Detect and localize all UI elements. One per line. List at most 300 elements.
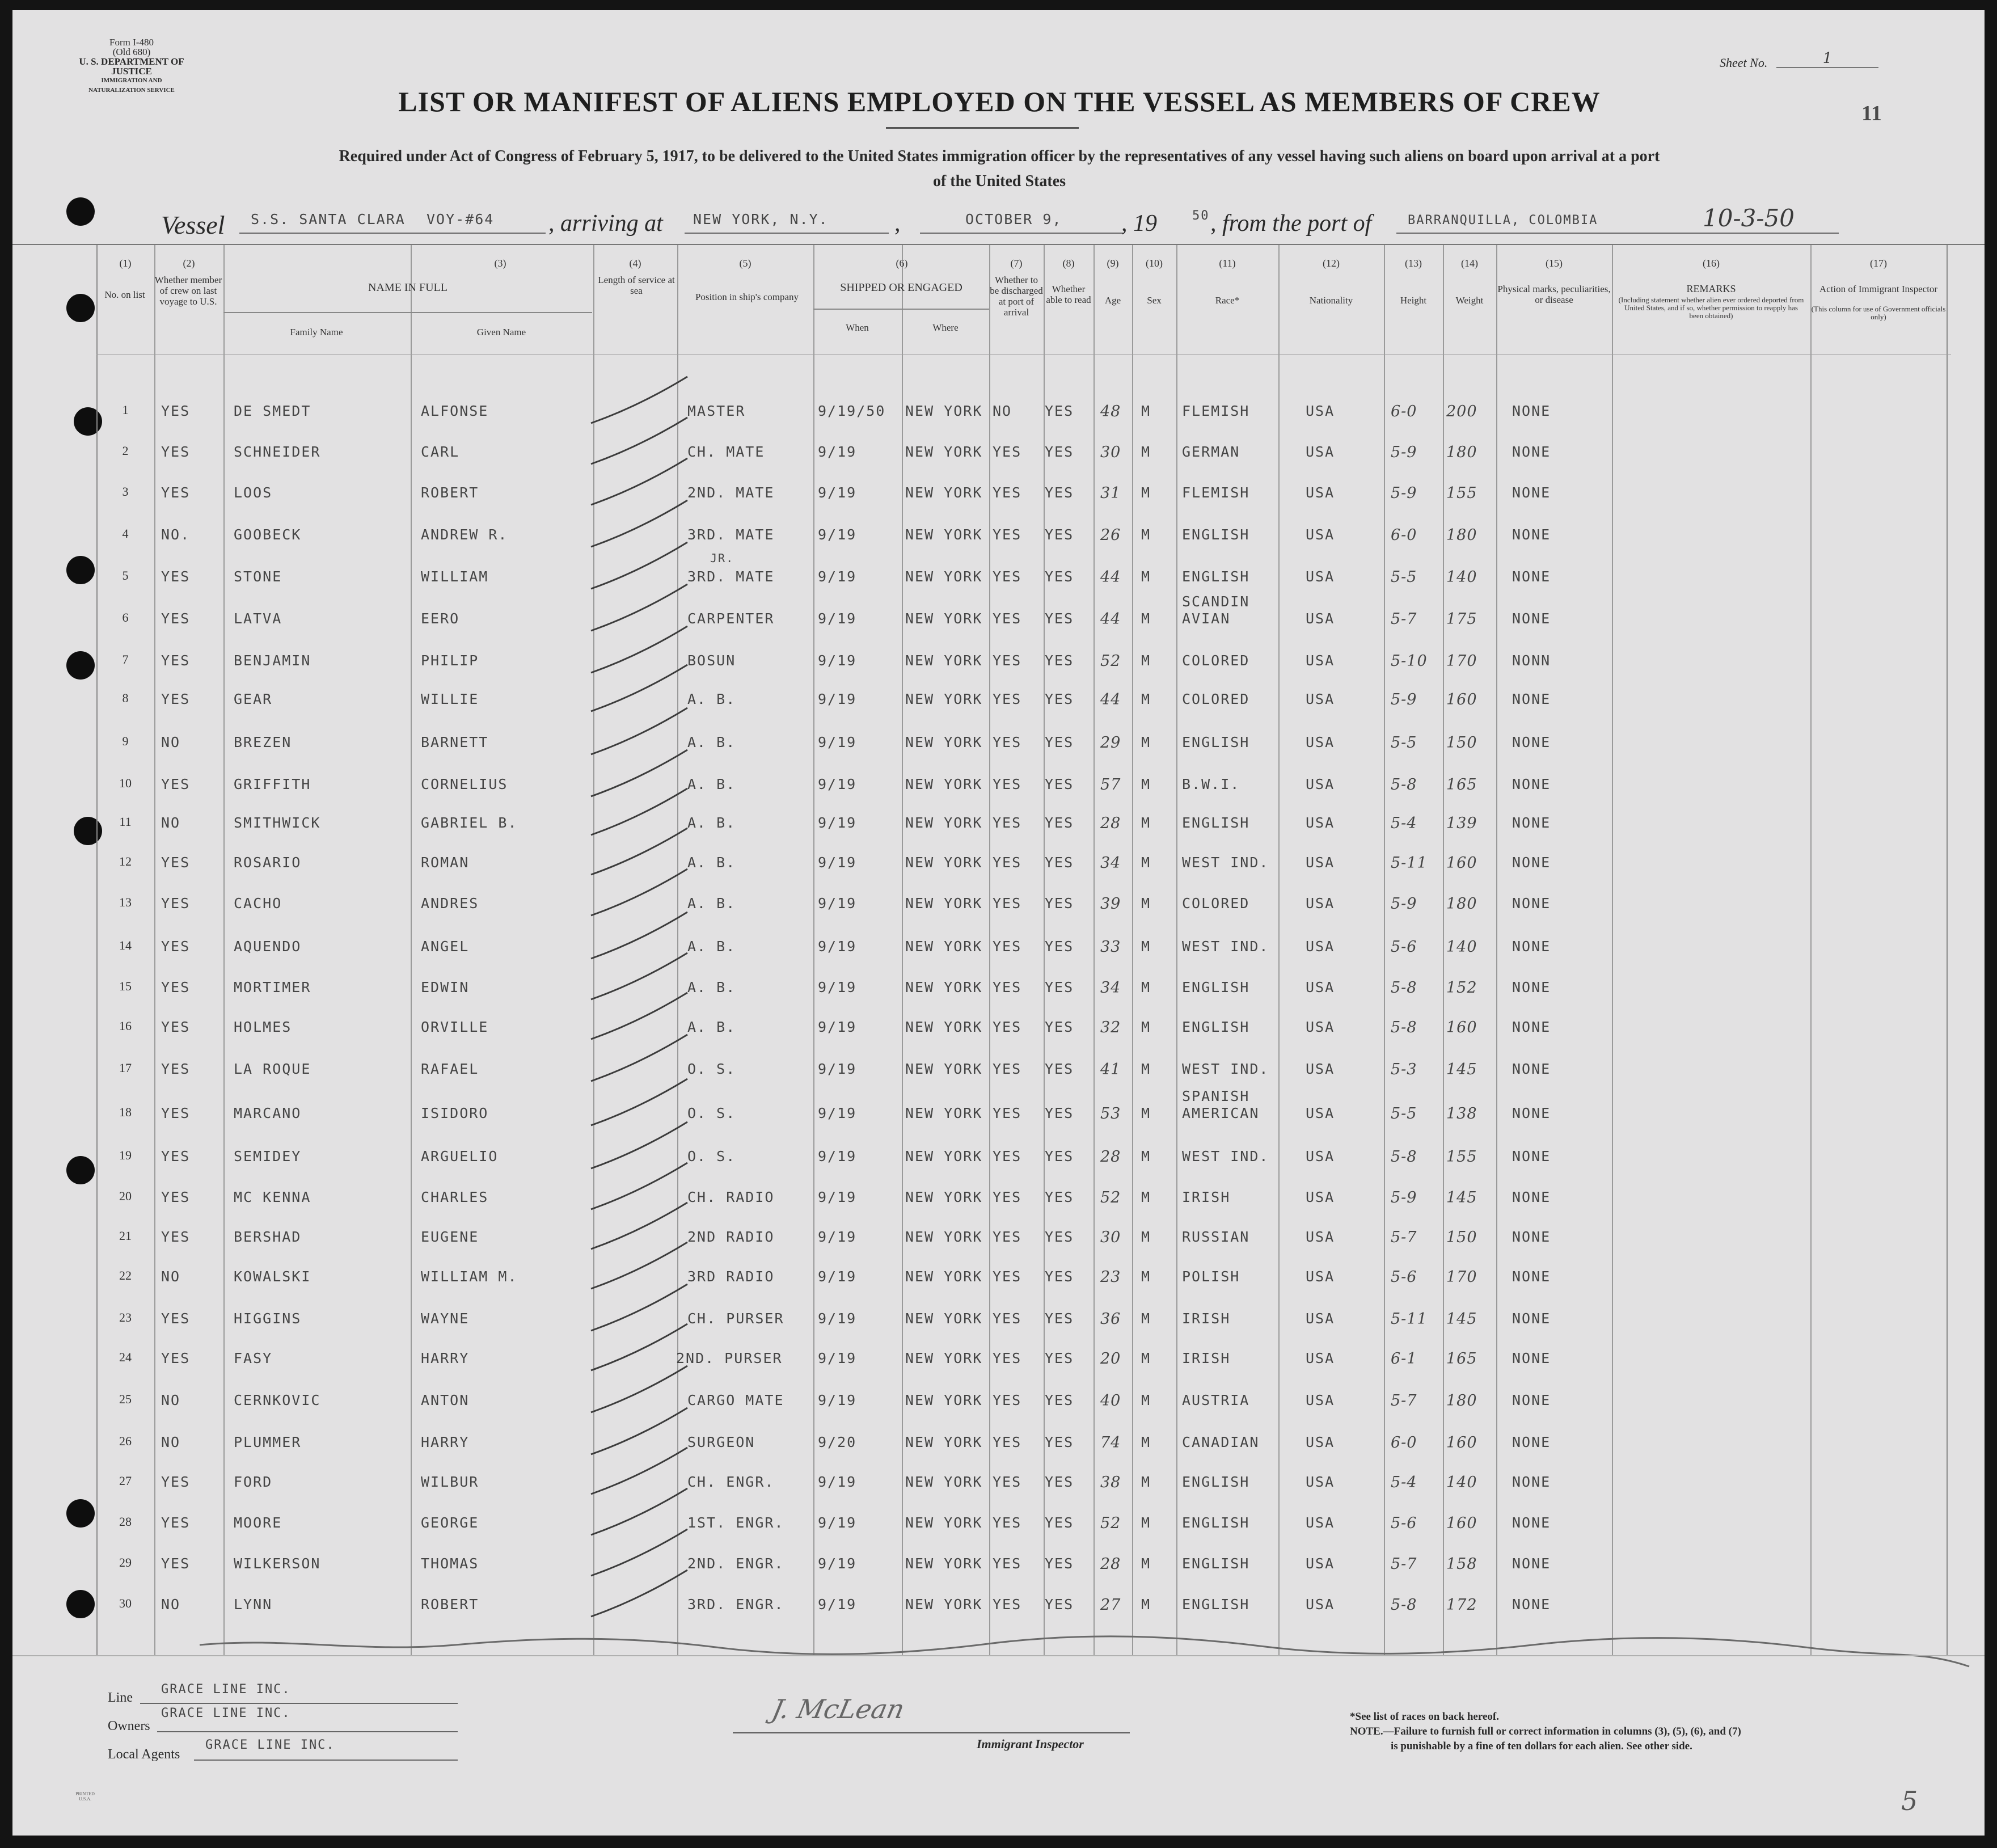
row-number: 27 (119, 1474, 132, 1488)
line-value: GRACE LINE INC. (161, 1682, 291, 1697)
service-length-stroke (591, 1324, 687, 1370)
header-remarks: REMARKS (1686, 283, 1736, 294)
shipped-when: 9/19 (818, 1555, 857, 1572)
position-note: JR. (710, 551, 734, 565)
row-number: 13 (119, 895, 132, 909)
row-number: 16 (119, 1019, 132, 1033)
physical-marks: NONE (1512, 734, 1551, 750)
departure-port: BARRANQUILLA, COLOMBIA (1408, 213, 1598, 227)
age: 32 (1100, 1019, 1121, 1036)
able-to-read: YES (1045, 938, 1074, 955)
weight: 180 (1446, 1392, 1477, 1410)
shipped-where: NEW YORK (905, 1148, 983, 1165)
race: FLEMISH (1182, 403, 1250, 419)
weight: 170 (1446, 1268, 1477, 1286)
previous-voyage: YES (161, 403, 191, 419)
shipped-when: 9/19 (818, 1350, 857, 1366)
shipped-where: NEW YORK (905, 854, 983, 871)
shipped-when: 9/19/50 (818, 403, 886, 419)
position: 3RD RADIO (687, 1268, 775, 1285)
to-be-discharged: YES (993, 1350, 1022, 1366)
column-number: (3) (494, 258, 506, 269)
height: 5-8 (1391, 1596, 1417, 1614)
race: ENGLISH (1182, 1019, 1250, 1035)
row-number: 9 (122, 734, 129, 748)
service-length-stroke (591, 458, 687, 505)
given-name: ARGUELIO (421, 1148, 499, 1165)
position: 3RD. ENGR. (687, 1596, 784, 1613)
height: 5-4 (1391, 815, 1417, 832)
sex: M (1141, 1474, 1151, 1490)
height: 5-7 (1391, 1555, 1417, 1573)
race: WEST IND. (1182, 1148, 1269, 1165)
given-name: WILLIAM M. (421, 1268, 518, 1285)
position: 1ST. ENGR. (687, 1514, 784, 1531)
form-number: Form I-480 (109, 37, 154, 48)
physical-marks: NONE (1512, 979, 1551, 995)
given-name: ISIDORO (421, 1105, 489, 1121)
to-be-discharged: YES (993, 691, 1022, 707)
able-to-read: YES (1045, 1105, 1074, 1121)
sex: M (1141, 895, 1151, 912)
row-number: 22 (119, 1268, 132, 1282)
physical-marks: NONE (1512, 815, 1551, 831)
row-number: 24 (119, 1350, 132, 1364)
age: 44 (1100, 568, 1121, 586)
height: 6-0 (1391, 526, 1417, 544)
family-name: LOOS (234, 484, 273, 501)
shipped-where: NEW YORK (905, 1189, 983, 1205)
column-number: (15) (1546, 258, 1563, 269)
service-length-stroke (591, 542, 687, 589)
column-number: (6) (896, 258, 908, 269)
shipped-where: NEW YORK (905, 1229, 983, 1245)
age: 34 (1100, 854, 1121, 872)
previous-voyage: YES (161, 854, 191, 871)
nationality: USA (1306, 444, 1335, 460)
service-length-stroke (591, 377, 687, 423)
age: 39 (1100, 895, 1121, 913)
nationality: USA (1306, 1019, 1335, 1035)
previous-voyage: NO (161, 1434, 181, 1450)
to-be-discharged: YES (993, 1392, 1022, 1408)
column-number: (17) (1870, 258, 1887, 269)
able-to-read: YES (1045, 1350, 1074, 1366)
row-number: 25 (119, 1392, 132, 1406)
penalty-note-cont: is punishable by a fine of ten dollars for each alien. See other side. (1391, 1740, 1692, 1752)
shipped-where: NEW YORK (905, 1310, 983, 1327)
shipped-where: NEW YORK (905, 1514, 983, 1531)
service-length-stroke (591, 500, 687, 547)
weight: 145 (1446, 1310, 1477, 1328)
nationality: USA (1306, 895, 1335, 912)
nationality: USA (1306, 1392, 1335, 1408)
given-name: CARL (421, 444, 460, 460)
header-remarks-note: (Including statement whether alien ever ordered deported from United States, and if so, whether permission to reapply has been obtained) (1618, 296, 1804, 320)
penalty-note (1350, 1725, 1741, 1738)
sex: M (1141, 1310, 1151, 1327)
physical-marks: NONE (1512, 1596, 1551, 1613)
previous-voyage: YES (161, 652, 191, 669)
row-number: 10 (119, 776, 132, 790)
able-to-read: YES (1045, 734, 1074, 750)
given-name: WAYNE (421, 1310, 470, 1327)
column-number: (13) (1405, 258, 1422, 269)
previous-voyage: YES (161, 1474, 191, 1490)
shipped-when: 9/19 (818, 776, 857, 792)
family-name: BENJAMIN (234, 652, 311, 669)
row-number: 29 (119, 1555, 132, 1569)
position: CH. MATE (687, 444, 765, 460)
shipped-where: NEW YORK (905, 1434, 983, 1450)
able-to-read: YES (1045, 1229, 1074, 1245)
race: ENGLISH (1182, 1514, 1250, 1531)
form-old-number: (Old 680) (112, 47, 151, 57)
age: 44 (1100, 691, 1121, 708)
header-family-name: Family Name (290, 327, 343, 337)
row-number: 4 (122, 526, 129, 541)
family-name: LATVA (234, 610, 282, 627)
family-name: MORTIMER (234, 979, 311, 995)
row-number: 19 (119, 1148, 132, 1162)
previous-voyage: NO (161, 734, 181, 750)
previous-voyage: YES (161, 610, 191, 627)
height: 5-7 (1391, 1229, 1417, 1246)
age: 44 (1100, 610, 1121, 628)
physical-marks: NONE (1512, 1268, 1551, 1285)
vessel-label: Vessel (161, 210, 225, 239)
to-be-discharged: YES (993, 734, 1022, 750)
shipped-when: 9/19 (818, 1310, 857, 1327)
family-name: MOORE (234, 1514, 282, 1531)
header-race: Race* (1215, 295, 1240, 306)
nationality: USA (1306, 1474, 1335, 1490)
physical-marks: NONE (1512, 691, 1551, 707)
manifest-sheet (12, 10, 1985, 1836)
race: IRISH (1182, 1189, 1231, 1205)
height: 5-8 (1391, 1019, 1417, 1036)
family-name: HOLMES (234, 1019, 292, 1035)
owners-value: GRACE LINE INC. (161, 1706, 291, 1720)
physical-marks: NONE (1512, 1229, 1551, 1245)
sheet-number: 1 (1776, 50, 1878, 68)
family-name: PLUMMER (234, 1434, 302, 1450)
shipped-where: NEW YORK (905, 1474, 983, 1490)
position: CARGO MATE (687, 1392, 784, 1408)
previous-voyage: YES (161, 1019, 191, 1035)
row-number: 7 (122, 652, 129, 666)
age: 23 (1100, 1268, 1121, 1286)
given-name: ANDRES (421, 895, 479, 912)
sex: M (1141, 1148, 1151, 1165)
given-name: PHILIP (421, 652, 479, 669)
weight: 150 (1446, 734, 1477, 752)
age: 41 (1100, 1061, 1121, 1078)
service-length-stroke (591, 1488, 687, 1535)
to-be-discharged: YES (993, 1268, 1022, 1285)
shipped-when: 9/19 (818, 610, 857, 627)
shipped-where: NEW YORK (905, 1061, 983, 1077)
column-number: (12) (1323, 258, 1340, 269)
given-name: ROBERT (421, 1596, 479, 1613)
shipped-when: 9/19 (818, 691, 857, 707)
local-agents-label: Local Agents (108, 1747, 180, 1762)
age: 31 (1100, 484, 1121, 502)
weight: 150 (1446, 1229, 1477, 1246)
position: A. B. (687, 691, 736, 707)
corner-number: 5 (1901, 1786, 1918, 1816)
header-physical-marks: Physical marks, peculiarities, or disease (1497, 284, 1611, 305)
height: 5-9 (1391, 484, 1417, 502)
previous-voyage: YES (161, 1514, 191, 1531)
position: MASTER (687, 403, 746, 419)
local-agents-value: GRACE LINE INC. (205, 1738, 335, 1752)
position: O. S. (687, 1061, 736, 1077)
header-height: Height (1400, 295, 1427, 306)
shipped-where: NEW YORK (905, 776, 983, 792)
position: 3RD. MATE (687, 526, 775, 543)
weight: 145 (1446, 1061, 1477, 1078)
height: 5-8 (1391, 776, 1417, 794)
nationality: USA (1306, 938, 1335, 955)
family-name: GRIFFITH (234, 776, 311, 792)
race: ENGLISH (1182, 979, 1250, 995)
to-be-discharged: YES (993, 1474, 1022, 1490)
height: 5-6 (1391, 938, 1417, 956)
sex: M (1141, 1019, 1151, 1035)
position: 2ND RADIO (687, 1229, 775, 1245)
physical-marks: NONE (1512, 1555, 1551, 1572)
race: ENGLISH (1182, 1555, 1250, 1572)
weight: 158 (1446, 1555, 1477, 1573)
race: ENGLISH (1182, 734, 1250, 750)
able-to-read: YES (1045, 776, 1074, 792)
given-name: ALFONSE (421, 403, 489, 419)
family-name: SEMIDEY (234, 1148, 302, 1165)
arrival-date: OCTOBER 9, (965, 211, 1062, 227)
physical-marks: NONE (1512, 568, 1551, 585)
sex: M (1141, 854, 1151, 871)
physical-marks: NONE (1512, 1148, 1551, 1165)
race: WEST IND. (1182, 854, 1269, 871)
family-name: HIGGINS (234, 1310, 302, 1327)
family-name: CACHO (234, 895, 282, 912)
nationality: USA (1306, 1148, 1335, 1165)
column-number: (16) (1703, 258, 1720, 269)
subtitle-line-1: Required under Act of Congress of February 5, 1917, to be delivered to the United States immigration officer by the representatives of any vessel having such aliens on board upon arrival at a port (339, 147, 1660, 165)
position: A. B. (687, 1019, 736, 1035)
shipped-when: 9/19 (818, 895, 857, 912)
able-to-read: YES (1045, 568, 1074, 585)
age: 29 (1100, 734, 1121, 752)
to-be-discharged: YES (993, 1514, 1022, 1531)
sheet-label: Sheet No. (1720, 56, 1768, 70)
previous-voyage: YES (161, 1148, 191, 1165)
row-number: 3 (122, 484, 129, 499)
height: 5-6 (1391, 1268, 1417, 1286)
physical-marks: NONE (1512, 403, 1551, 419)
race: FLEMISH (1182, 484, 1250, 501)
height: 5-11 (1391, 1310, 1428, 1328)
to-be-discharged: YES (993, 979, 1022, 995)
able-to-read: YES (1045, 1061, 1074, 1077)
previous-voyage: YES (161, 568, 191, 585)
row-number: 30 (119, 1596, 132, 1610)
shipped-when: 9/19 (818, 652, 857, 669)
to-be-discharged: YES (993, 526, 1022, 543)
family-name: AQUENDO (234, 938, 302, 955)
to-be-discharged: YES (993, 776, 1022, 792)
nationality: USA (1306, 734, 1335, 750)
shipped-when: 9/19 (818, 815, 857, 831)
service-length-stroke (591, 417, 687, 464)
shipped-where: NEW YORK (905, 691, 983, 707)
to-be-discharged: YES (993, 484, 1022, 501)
height: 5-8 (1391, 979, 1417, 997)
service-length-stroke (591, 788, 687, 835)
header-weight: Weight (1455, 295, 1484, 306)
able-to-read: YES (1045, 1474, 1074, 1490)
race: AUSTRIA (1182, 1392, 1250, 1408)
age: 33 (1100, 938, 1121, 956)
year-prefix: , 19 (1121, 210, 1157, 237)
position: A. B. (687, 895, 736, 912)
nationality: USA (1306, 1105, 1335, 1121)
to-be-discharged: YES (993, 1555, 1022, 1572)
service-length-stroke (591, 626, 687, 673)
to-be-discharged: YES (993, 1434, 1022, 1450)
previous-voyage: NO (161, 1392, 181, 1408)
weight: 180 (1446, 895, 1477, 913)
age: 28 (1100, 1148, 1121, 1166)
position: 2ND. PURSER (676, 1350, 783, 1366)
given-name: ANGEL (421, 938, 470, 955)
family-name: LA ROQUE (234, 1061, 311, 1077)
to-be-discharged: YES (993, 444, 1022, 460)
previous-voyage: YES (161, 691, 191, 707)
shipped-when: 9/19 (818, 1019, 857, 1035)
header-inspector-action: Action of Immigrant Inspector (1819, 284, 1938, 294)
service-length-stroke (591, 1163, 687, 1209)
physical-marks: NONE (1512, 1310, 1551, 1327)
physical-marks: NONE (1512, 1019, 1551, 1035)
able-to-read: YES (1045, 403, 1074, 419)
service-length-stroke (591, 1570, 687, 1617)
shipped-where: NEW YORK (905, 1392, 983, 1408)
previous-voyage: YES (161, 484, 191, 501)
race: AMERICAN (1182, 1105, 1260, 1121)
service-length-stroke (591, 1079, 687, 1125)
inspector-signature: J. McLean (769, 1694, 907, 1724)
races-note: *See list of races on back hereof. (1350, 1711, 1499, 1723)
age: 36 (1100, 1310, 1121, 1328)
weight: 160 (1446, 854, 1477, 872)
header-age: Age (1104, 295, 1121, 306)
nationality: USA (1306, 568, 1335, 585)
nationality: USA (1306, 979, 1335, 995)
arriving-label: , arriving at (548, 210, 663, 237)
shipped-when: 9/19 (818, 526, 857, 543)
shipped-where: NEW YORK (905, 1105, 983, 1121)
race: IRISH (1182, 1310, 1231, 1327)
service-length-stroke (591, 953, 687, 999)
weight: 139 (1446, 815, 1477, 832)
to-be-discharged: NO (993, 403, 1012, 419)
nationality: USA (1306, 403, 1335, 419)
family-name: FASY (234, 1350, 273, 1366)
shipped-where: NEW YORK (905, 403, 983, 419)
able-to-read: YES (1045, 854, 1074, 871)
nationality: USA (1306, 1555, 1335, 1572)
race: WEST IND. (1182, 938, 1269, 955)
row-number: 26 (119, 1434, 132, 1448)
shipped-when: 9/19 (818, 568, 857, 585)
given-name: EUGENE (421, 1229, 479, 1245)
to-be-discharged: YES (993, 610, 1022, 627)
position: A. B. (687, 938, 736, 955)
inspector-label: Immigrant Inspector (977, 1737, 1084, 1751)
able-to-read: YES (1045, 1310, 1074, 1327)
family-name: GOOBECK (234, 526, 302, 543)
position: A. B. (687, 776, 736, 792)
row-number: 6 (122, 610, 129, 625)
service-length-stroke (591, 912, 687, 959)
shipped-when: 9/19 (818, 1514, 857, 1531)
owners-label: Owners (108, 1719, 150, 1733)
row-number: 23 (119, 1310, 132, 1324)
age: 26 (1100, 526, 1121, 544)
previous-voyage: YES (161, 1310, 191, 1327)
nationality: USA (1306, 815, 1335, 831)
sex: M (1141, 652, 1151, 669)
age: 53 (1100, 1105, 1121, 1123)
column-number: (2) (183, 258, 195, 269)
height: 5-10 (1391, 652, 1428, 670)
printed-mark: PRINTED U.S.A. (75, 1791, 95, 1801)
nationality: USA (1306, 526, 1335, 543)
sex: M (1141, 938, 1151, 955)
sex: M (1141, 691, 1151, 707)
shipped-when: 9/19 (818, 1474, 857, 1490)
given-name: RAFAEL (421, 1061, 479, 1077)
weight: 140 (1446, 1474, 1477, 1491)
service-length-stroke (591, 1242, 687, 1289)
physical-marks: NONE (1512, 526, 1551, 543)
family-name: LYNN (234, 1596, 273, 1613)
race: B.W.I. (1182, 776, 1240, 792)
sex: M (1141, 776, 1151, 792)
nationality: USA (1306, 1189, 1335, 1205)
previous-voyage: YES (161, 776, 191, 792)
physical-marks: NONN (1512, 652, 1551, 669)
sex: M (1141, 1434, 1151, 1450)
row-number: 15 (119, 979, 132, 993)
header-where: Where (932, 322, 959, 333)
column-number: (8) (1062, 258, 1075, 269)
service-length-stroke (591, 1035, 687, 1081)
age: 52 (1100, 652, 1121, 670)
weight: 172 (1446, 1596, 1477, 1614)
vessel-name: S.S. SANTA CLARA (251, 211, 406, 227)
row-number: 12 (119, 854, 132, 868)
shipped-where: NEW YORK (905, 526, 983, 543)
height: 5-11 (1391, 854, 1428, 872)
family-name: MARCANO (234, 1105, 302, 1121)
owners-underline (157, 1731, 458, 1732)
shipped-when: 9/19 (818, 979, 857, 995)
to-be-discharged: YES (993, 568, 1022, 585)
shipped-where: NEW YORK (905, 815, 983, 831)
